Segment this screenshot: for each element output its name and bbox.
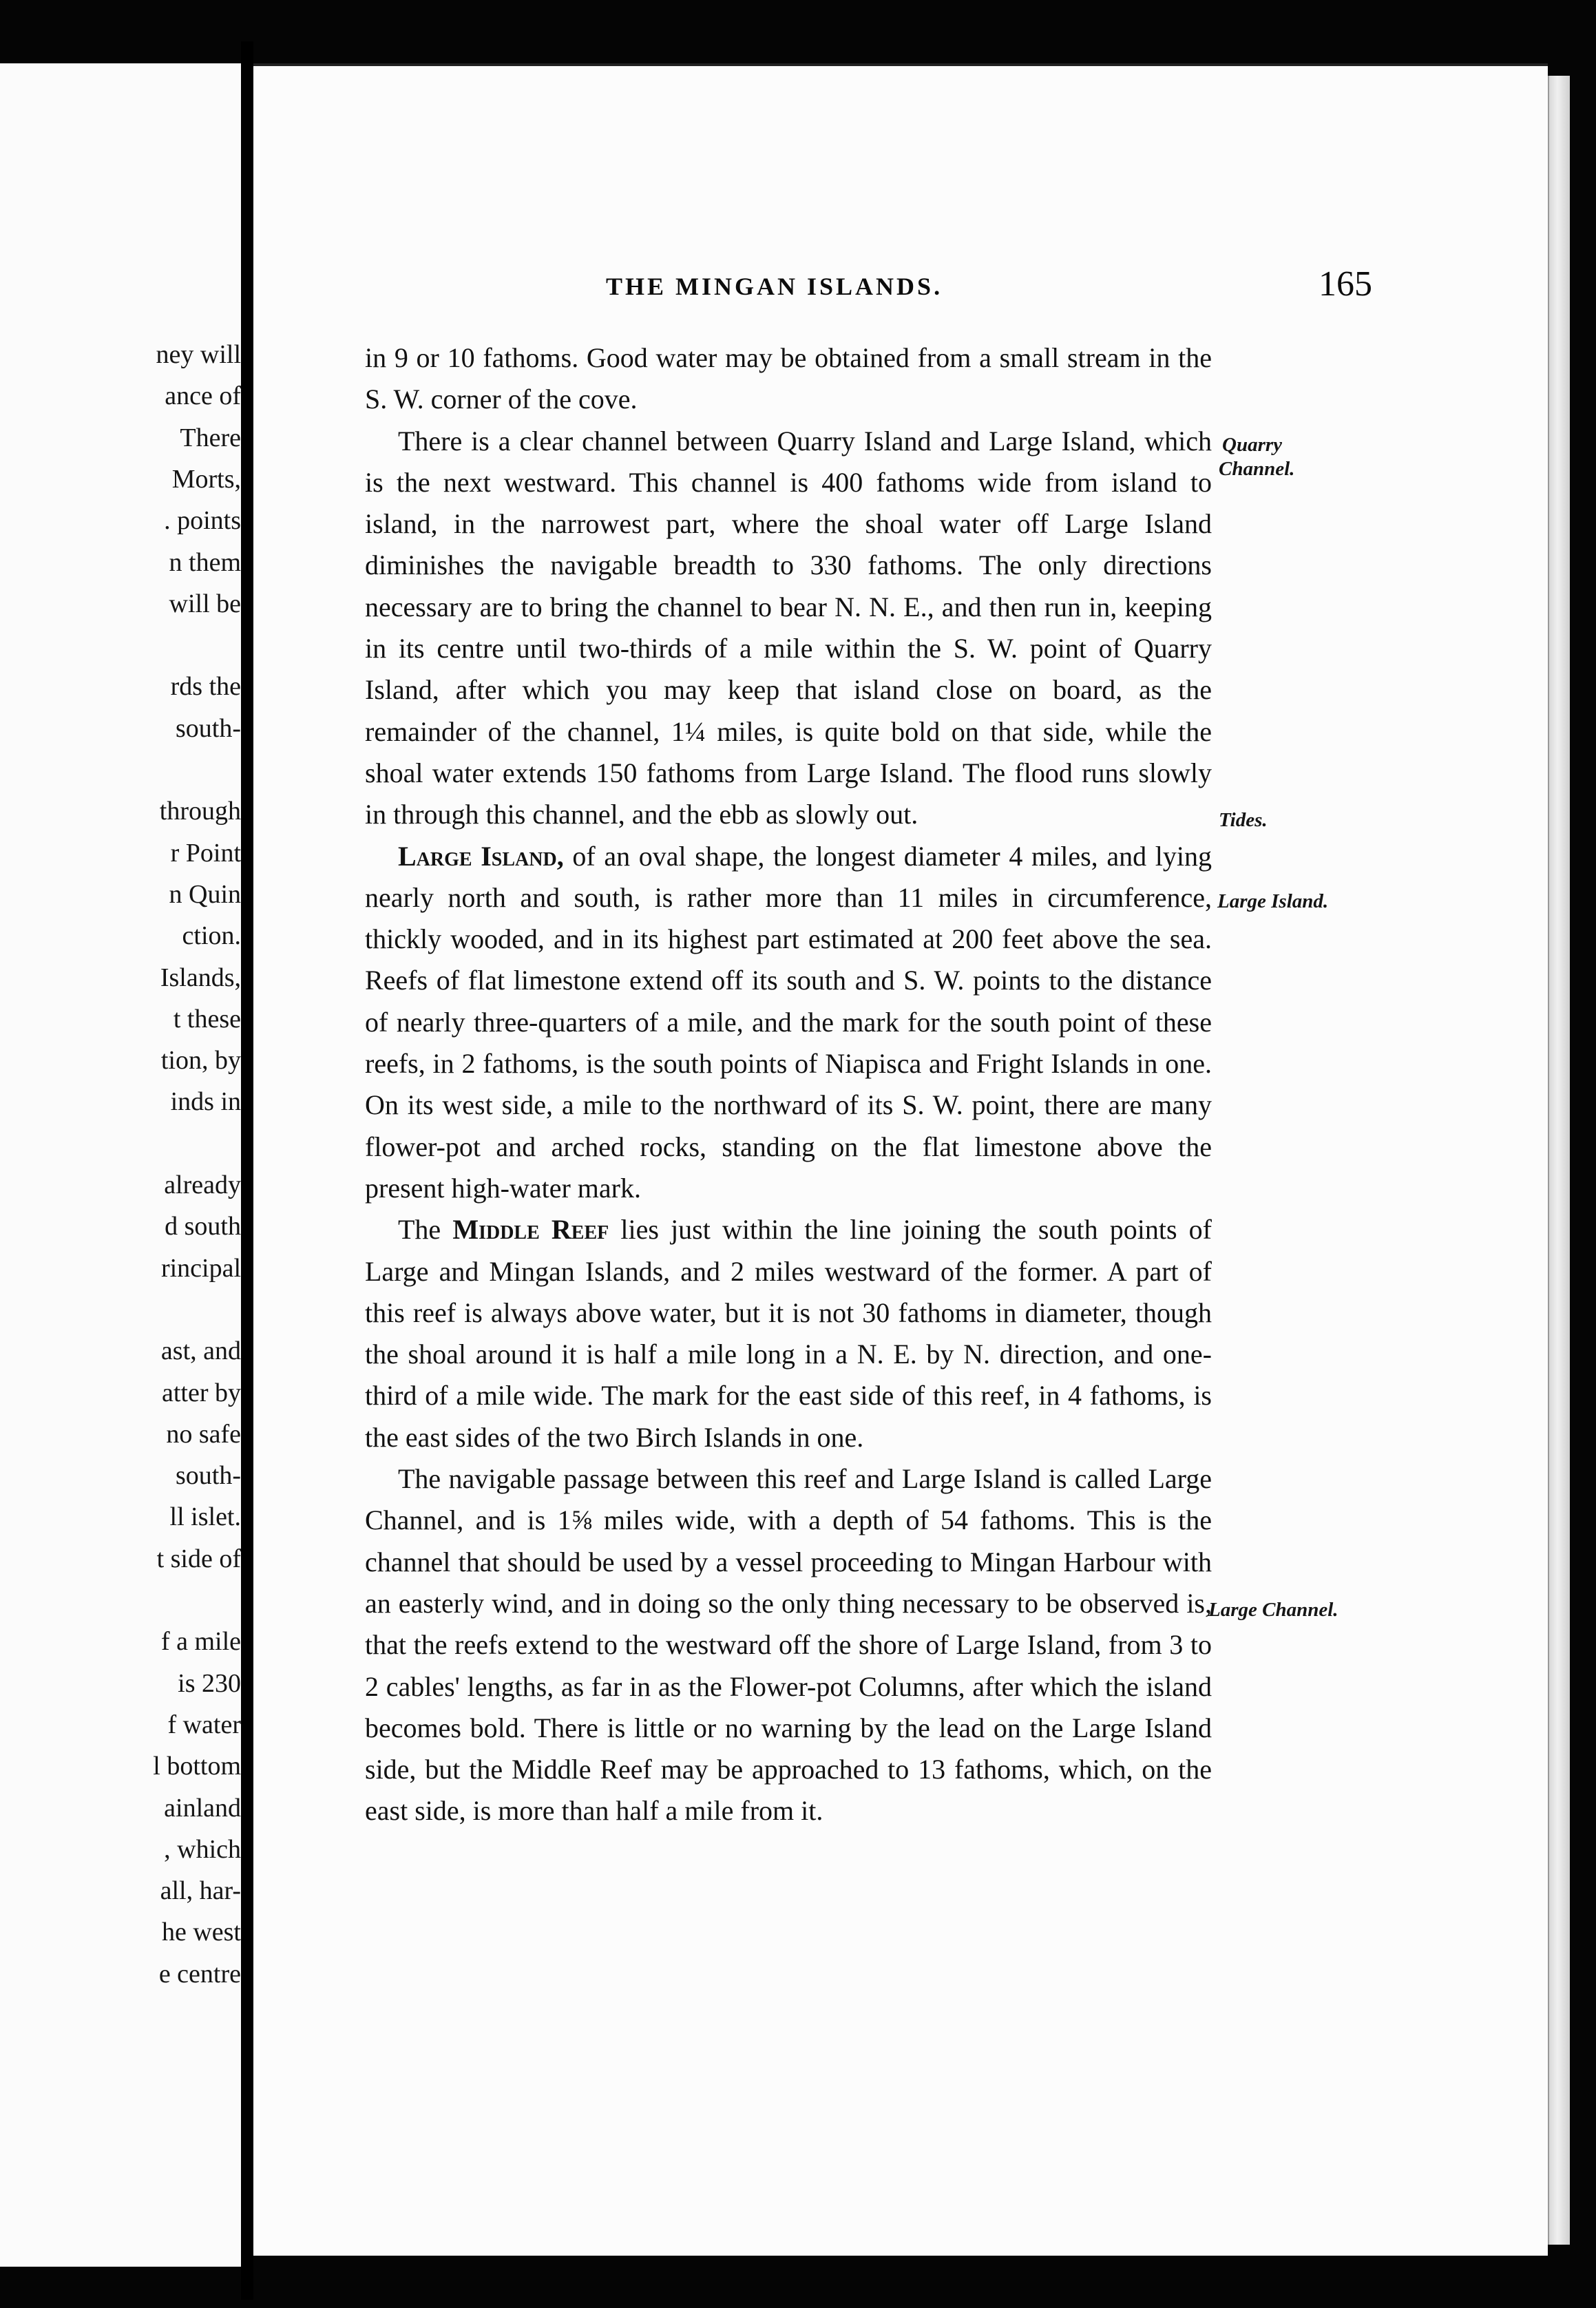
left-page-line: already [164,1171,241,1199]
book-gutter [241,41,253,2300]
left-page-line: all, har- [160,1876,241,1906]
left-page-line: f a mile [160,1627,241,1657]
paragraph-middle-reef [365,1209,1212,1458]
left-page-line: e centre [158,1959,241,1989]
left-page-fragment [0,63,241,2267]
left-page-line: rds the [170,672,241,702]
left-page-line: n them [169,547,241,577]
body-text [365,337,1212,1832]
left-page-line: Morts, [171,464,241,494]
paragraph-1: in 9 or 10 fathoms. Good water may be obtained from a small stream in the S. W. corner of the cove. [365,342,1212,415]
left-page-line: , which [164,1834,241,1864]
left-page-line: ainland [164,1793,241,1823]
left-page-line: south- [176,1461,241,1491]
margin-note-tides: Tides. [1219,809,1268,831]
paragraph-large-island [365,836,1212,1210]
paragraph-large-channel: The navigable passage between this reef and Large Island is called Large Channel, and is 1⅝ miles wide, with a depth of 54 fathoms. This is the channel that should be used by a vessel proceeding to Mingan Harbour with an easterly wind, and in doing so the only thing necessary to be observed is, that the reefs extend to the westward off the shore of Large Island, from 3 to 2 cables' lengths, as far in as the Flower-pot Columns, after which the island becomes bold. There is little or no warning by the lead on the Large Island side, but the Middle Reef may be approached to 13 fathoms, which, on the east side, is more than half a mile from it. [365,1463,1212,1827]
margin-note-large-channel: Large Channel. [1208,1599,1338,1621]
left-page-line: f water [167,1710,241,1739]
left-page-line: n Quin [169,879,241,909]
left-page-line: ction. [182,921,241,951]
left-page-line: . points [164,506,241,536]
left-page-line: Islands, [160,963,241,992]
left-page-line: t these [173,1004,241,1034]
left-page-line: l bottom [153,1752,241,1781]
left-page-line: will be [169,589,241,618]
left-page-line: rincipal [160,1253,241,1283]
left-page-line: ance of [165,381,241,411]
paragraph-quarry-channel: There is a clear channel between Quarry Island and Large Island, which is the next westward. This channel is 400 fathoms wide from island to island, in the narrowest part, where the shoal water off Large Island diminishes the navigable breadth to 330 fathoms. The only directions necessary are to bring the channel to bear N. N. E., and then run in, keeping in its centre until two-thirds of a mile within the S. W. point of Quarry Island, after which you may keep that island close on board, as the remainder of the channel, 1¼ miles, is quite bold on that side, while the shoal water extends 150 fathoms from Large Island. The flood runs slowly in through this channel, and the ebb as slowly out. [365,425,1212,830]
middle-reef-heading: Middle Reef [452,1214,609,1246]
left-page-line: through [159,797,241,826]
left-page-line: he west [161,1918,241,1947]
running-title: THE MINGAN ISLANDS. [606,273,943,300]
page-number: 165 [1319,264,1372,304]
left-page-line: ast, and [160,1336,241,1366]
left-page-line: tion, by [160,1046,241,1076]
left-page-line: ney will [156,340,241,369]
left-page-line: south- [176,713,241,743]
left-page-line: There [180,423,241,452]
middle-reef-pre: The [398,1214,453,1246]
left-page-line: t side of [156,1544,241,1573]
left-page-line: is 230 [178,1668,241,1698]
large-island-heading: Large Island, [398,840,564,872]
margin-note-large-island: Large Island. [1217,890,1329,912]
page-edge [1548,76,1570,2245]
margin-note-quarry: Quarry [1222,434,1283,456]
left-page-line: ll islet. [169,1502,241,1532]
left-page-line: atter by [161,1378,241,1407]
left-page-line: inds in [170,1087,241,1117]
large-island-text: of an oval shape, the longest diameter 4 miles, and lying nearly north and south, is rather more than 11 miles in circumference, thickly wooded, and in its highest part estimated at 200 feet above the sea. Reefs of flat limestone extend off its south and S. W. points to the distance of nearly three-quarters of a mile, and the mark for the south point of these reefs, in 2 fathoms, is the south points of Niapisca and Fright Islands in one. On its west side, a mile to the northward of its S. W. point, there are many flower-pot and arched rocks, standing on the flat limestone above the present high-water mark. [365,840,1212,1204]
left-page-line: r Point [170,838,241,868]
left-page-line: no safe [166,1419,241,1449]
middle-reef-text: lies just within the line joining the south points of Large and Mingan Islands, and 2 miles westward of the former. A part of this reef is always above water, but it is not 30 fathoms in diameter, though the shoal around it is half a mile long in a N. E. by N. direction, and one-third of a mile wide. The mark for the east side of this reef, in 4 fathoms, is the east sides of the two Birch Islands in one. [365,1214,1212,1453]
left-page-line: d south [165,1212,241,1241]
margin-note-channel: Channel. [1219,458,1295,480]
